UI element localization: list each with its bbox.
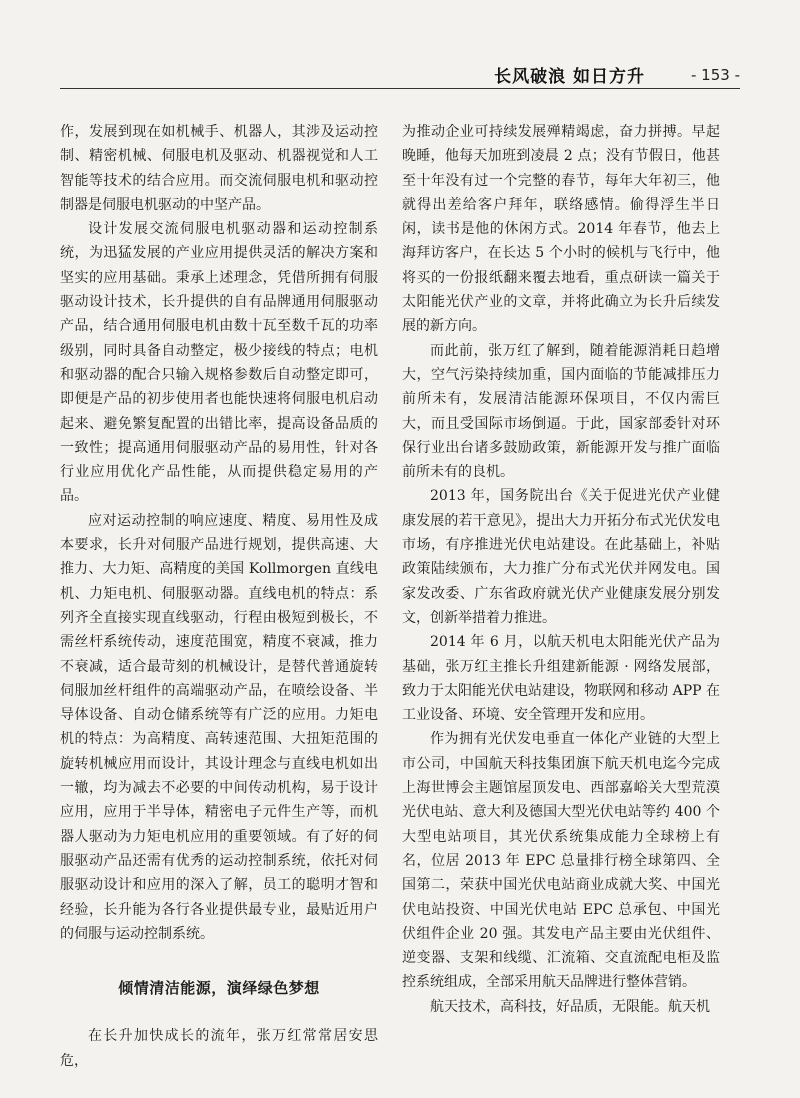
paragraph: 为推动企业可持续发展殚精竭虑，奋力拼搏。早起晚睡，他每天加班到凌晨 2 点；没有节假日，他甚至十年没有过一个完整的春节，每年大年初三，他就得出差给客户拜年，联络感情。偷得浮生半日闲，读书是他的休闲方式。2014 年春节，他去上海拜访客户，在长达 5 个小时的候机与飞行中，他将买的一份报纸翻来覆去地看，重点研读一篇关于太阳能光伏产业的文章，并将此确立为长升后续发展的新方向。 — [402, 124, 720, 335]
left-column — [60, 120, 378, 1073]
paragraph: 航天技术，高科技，好品质，无限能。航天机 — [430, 998, 710, 1015]
right-column — [402, 120, 720, 1019]
paragraph: 在长升加快成长的流年，张万红常常居安思危， — [60, 1028, 378, 1069]
section-heading: 倾情清洁能源，演绎绿色梦想 — [118, 979, 320, 998]
header-rule — [60, 88, 740, 89]
paragraph: 而此前，张万红了解到，随着能源消耗日趋增大，空气污染持续加重，国内面临的节能减排压力前所未有，发展清洁能源环保项目，不仅内需巨大，而且受国际市场倒逼。于此，国家部委针对环保行业出台诸多鼓励政策，新能源开发与推广面临前所未有的良机。 — [402, 342, 720, 481]
page-number: - 153 - — [691, 66, 740, 84]
paragraph: 应对运动控制的响应速度、精度、易用性及成本要求，长升对伺服产品进行规划，提供高速、大推力、大力矩、高精度的美国 Kollmorgen 直线电机、力矩电机、伺服驱动器。直线电机的特点：系列齐全直接实现直线驱动，行程由极短到极长，不需丝杆系统传动，速度范围宽，精度不衰减，推力不衰减，适合最苛刻的机械设计，是替代普通旋转伺服加丝杆组件的高端驱动产品，在喷绘设备、半导体设备、自动仓储系统等有广泛的应用。力矩电机的特点：为高精度、高转速范围、大扭矩范围的旋转机械应用而设计，其设计理念与直线电机如出一辙，均为减去不必要的中间传动机构，易于设计应用，应用于半导体，精密电子元件生产等，而机器人驱动为力矩电机应用的重要领域。有了好的伺服驱动产品还需有优秀的运动控制系统，依托对伺服驱动设计和应用的深入了解，员工的聪明才智和经验，长升能为各行各业提供最专业，最贴近用户的伺服与运动控制系统。 — [60, 512, 378, 942]
paragraph: 设计发展交流伺服电机驱动器和运动控制系统，为迅猛发展的产业应用提供灵活的解决方案和坚实的应用基础。秉承上述理念，凭借所拥有伺服驱动设计技术，长升提供的自有品牌通用伺服驱动产品，结合通用伺服电机由数十瓦至数千瓦的功率级别，同时具备自动整定，极少接线的特点；电机和驱动器的配合只输入规格参数后自动整定即可，即便是产品的初步使用者也能快速将伺服电机启动起来、避免繁复配置的出错比率，提高设备品质的一致性；提高通用伺服驱动产品的易用性，针对各行业应用优化产品性能，从而提供稳定易用的产品。 — [60, 221, 378, 505]
paragraph: 2014 年 6 月，以航天机电太阳能光伏产品为基础，张万红主推长升组建新能源 · 网络发展部，致力于太阳能光伏电站建设，物联网和移动 APP 在工业设备、环境、安全管理开发和应用。 — [402, 634, 720, 724]
paragraph: 2013 年，国务院出台《关于促进光伏产业健康发展的若干意见》，提出大力开拓分布式光伏发电市场，有序推进光伏电站建设。在此基础上，补贴政策陆续颁布，大力推广分布式光伏并网发电。国家发改委、广东省政府就光伏产业健康发展分别发文，创新举措着力推进。 — [402, 488, 720, 626]
running-header — [60, 50, 740, 90]
header-title: 长风破浪 如日方升 — [494, 67, 645, 87]
paragraph: 作为拥有光伏发电垂直一体化产业链的大型上市公司，中国航天科技集团旗下航天机电迄今完成上海世博会主题馆屋顶发电、西部嘉峪关大型荒漠光伏电站、意大利及德国大型光伏电站等约 400 个大型电站项目，其光伏系统集成能力全球榜上有名，位居 2013 年 EPC 总量排行榜全球第四、全国第二，荣获中国光伏电站商业成就大奖、中国光伏电站投资、中国光伏电站 EPC 总承包、中国光伏组件企业 20 强。其发电产品主要由光伏组件、逆变器、支架和线缆、汇流箱、交直流配电柜及监控系统组成，全部采用航天品牌进行整体营销。 — [402, 731, 720, 991]
paragraph: 作，发展到现在如机械手、机器人，其涉及运动控制、精密机械、伺服电机及驱动、机器视觉和人工智能等技术的结合应用。而交流伺服电机和驱动控制器是伺服电机驱动的中坚产品。 — [60, 124, 378, 213]
